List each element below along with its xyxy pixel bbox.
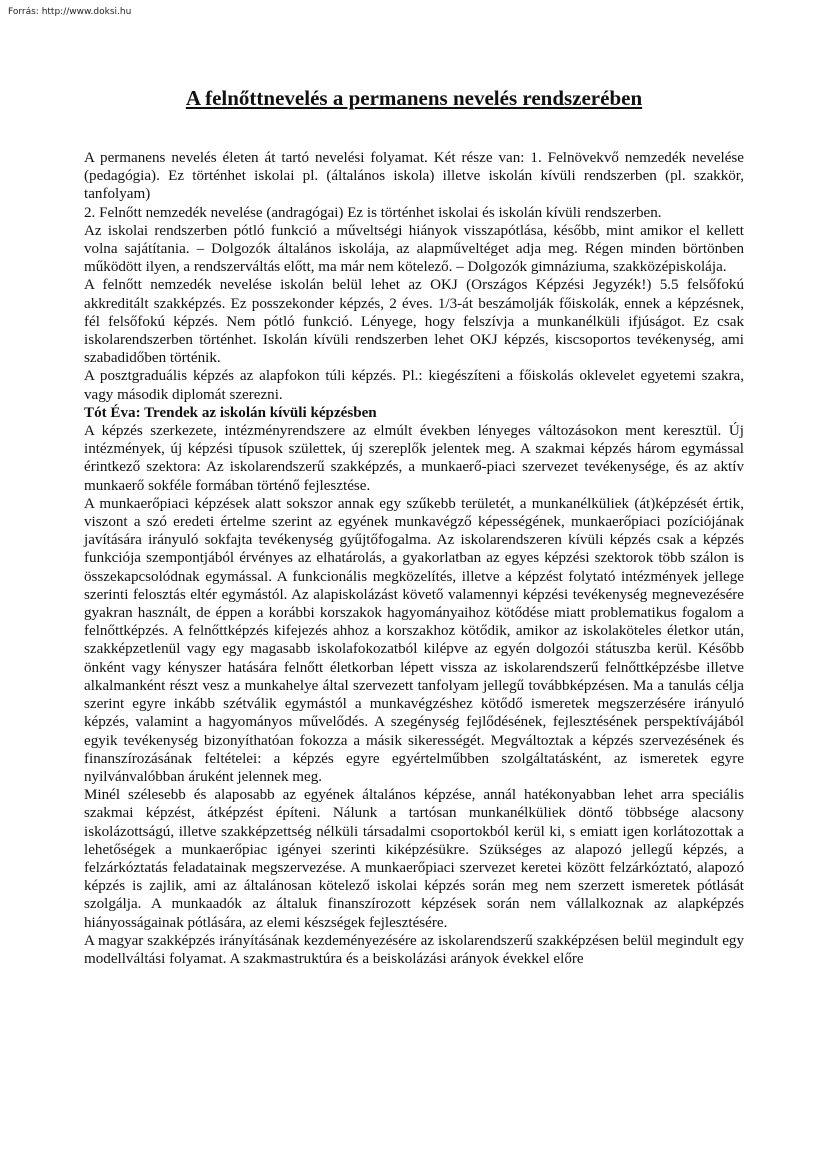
paragraph: Minél szélesebb és alaposabb az egyének általános képzése, annál hatékonyabban lehet arra speciális szakmai képzést, átképzést építeni. Nálunk a tartósan munkanélküliek döntő többsége alacsony iskolázottságú, illetve szakképzettség nélküli társadalmi csoportokból kerül ki, s emiatt igen korlátozottak a lehetőségek a munkaerőpiac igényei szerinti kiképzésükre. Szükséges az alapozó jellegű képzés, a felzárkóztatás feladatainak megszervezése. A munkaerőpiaci szervezet keretei között felzárkóztató, alapozó képzés is zajlik, ami az általánosan kötelező iskolai képzés során meg nem szerzett ismeretek pótlását szolgálja. A munkaadók az általuk finanszírozott képzések során nem vállalkoznak az alapképzés hiányosságainak pótlására, az elemi készségek fejlesztésére. xyxy=(84,787,744,931)
paragraph: A permanens nevelés életen át tartó nevelési folyamat. Két része van: 1. Felnövekvő nemzedék nevelése (pedagógia). Ez történhet iskolai pl. (általános iskola) illetve iskolán kívüli rendszerben (pl. szakkör, tanfolyam) xyxy=(84,150,744,203)
document-page xyxy=(84,84,744,968)
page-title: A felnőttnevelés a permanens nevelés rendszerében xyxy=(185,86,643,110)
document-body xyxy=(84,149,744,968)
paragraph: A munkaerőpiaci képzések alatt sokszor annak egy szűkebb területét, a munkanélküliek (át)képzését értik, viszont a szó eredeti értelme szerint az egyének munkavégző képességének, munkaerőpiaci pozíciójának javítására irányuló sokfajta tevékenység gyűjtőfogalma. Az iskolarendszeren kívüli képzés csak a képzés funkciója szempontjából érvényes az elhatárolás, a gyakorlatban az egyes képzési szektorok több szálon is összekapcsolódnak egymással. A funkcionális megközelítés, illetve a képzést folytató intézmények jellege szerinti felosztás eltér egymástól. Az alapiskolázást követő valamennyi képzési tevékenység megnevezésére gyakran használt, de éppen a korábbi korszakok hagyományaihoz kötődése miatt problematikus fogalom a felnőttképzés. A felnőttképzés kifejezés ahhoz a korszakhoz kötődik, amikor az iskolaköteles életkor után, szakképzetlenül vagy egy magasabb iskolafokozatból kilépve az egyén dolgozói státuszba kerül. Később önként vagy kényszer hatására felnőtt életkorban lépett vissza az iskolarendszerű felnőttképzésbe illetve alkalmanként részt vesz a munkahelye által szervezett tanfolyam jellegű továbbképzésen. Ma a tanulás célja szerint egyre inkább szétválik egymástól a munkavégzéshez kötődő ismeretek megszerzésére irányuló képzés, valamint a hagyományos művelődés. A szegénység fejlődésének, fejlesztésének perspektívájából egyik tevékenység bizonyíthatóan fokozza a másik sikerességét. Megváltoztak a képzés szervezésének és finanszírozásának feltételei: a képzés egyre egyértelműbben szolgáltatásként, az ismeretek egyre nyilvánvalóbban áruként jelennek meg. xyxy=(84,495,744,785)
paragraph: A magyar szakképzés irányításának kezdeményezésére az iskolarendszerű szakképzésen belül megindult egy modellváltási folyamat. A szakmastruktúra és a beiskolázási arányok évekkel előre xyxy=(84,932,744,967)
paragraph: Az iskolai rendszerben pótló funkció a műveltségi hiányok visszapótlása, később, mint amikor el kellett volna sajátítania. – Dolgozók általános iskolája, az alapműveltéget adja meg. Régen minden börtönben működött ilyen, a rendszerváltás előtt, ma már nem kötelező. – Dolgozók gimnáziuma, szakközépiskolája. xyxy=(84,222,744,276)
section-heading: Tót Éva: Trendek az iskolán kívüli képzésben xyxy=(84,404,377,421)
paragraph: A felnőtt nemzedék nevelése iskolán belül lehet az OKJ (Országos Képzési Jegyzék!) 5.5 felsőfokú akkreditált szakképzés. Ez posszekonder képzés, 2 éves. 1/3-át beszámolják főiskolák, ennek a képzésnek, fél felsőfokú képzés. Nem pótló funkció. Lényege, hogy felszívja a munkanélküli ifjúságot. Ez csak iskolarendszerben történhet. Iskolán kívüli rendszerben lehet OKJ képzés, kiscsoportos tevékenység, ami szabadidőben történik. xyxy=(84,277,744,367)
paragraph: A posztgraduális képzés az alapfokon túli képzés. Pl.: kiegészíteni a főiskolás oklevelet egyetemi szakra, vagy második diplomát szerezni. xyxy=(84,368,744,403)
paragraph: 2. Felnőtt nemzedék nevelése (andragógai) Ez is történhet iskolai és iskolán kívüli rendszerben. xyxy=(84,204,662,221)
source-url: Forrás: http://www.doksi.hu xyxy=(8,7,132,17)
paragraph: A képzés szerkezete, intézményrendszere az elmúlt években lényeges változásokon ment keresztül. Új intézmények, új képzési típusok születtek, új szereplők jelentek meg. A szakmai képzés három egymással érintkező szektora: Az iskolarendszerű szakképzés, a munkaerő-piaci szervezet tevékenysége, és az aktív munkaerő sokféle formában történő fejlesztése. xyxy=(84,423,744,494)
